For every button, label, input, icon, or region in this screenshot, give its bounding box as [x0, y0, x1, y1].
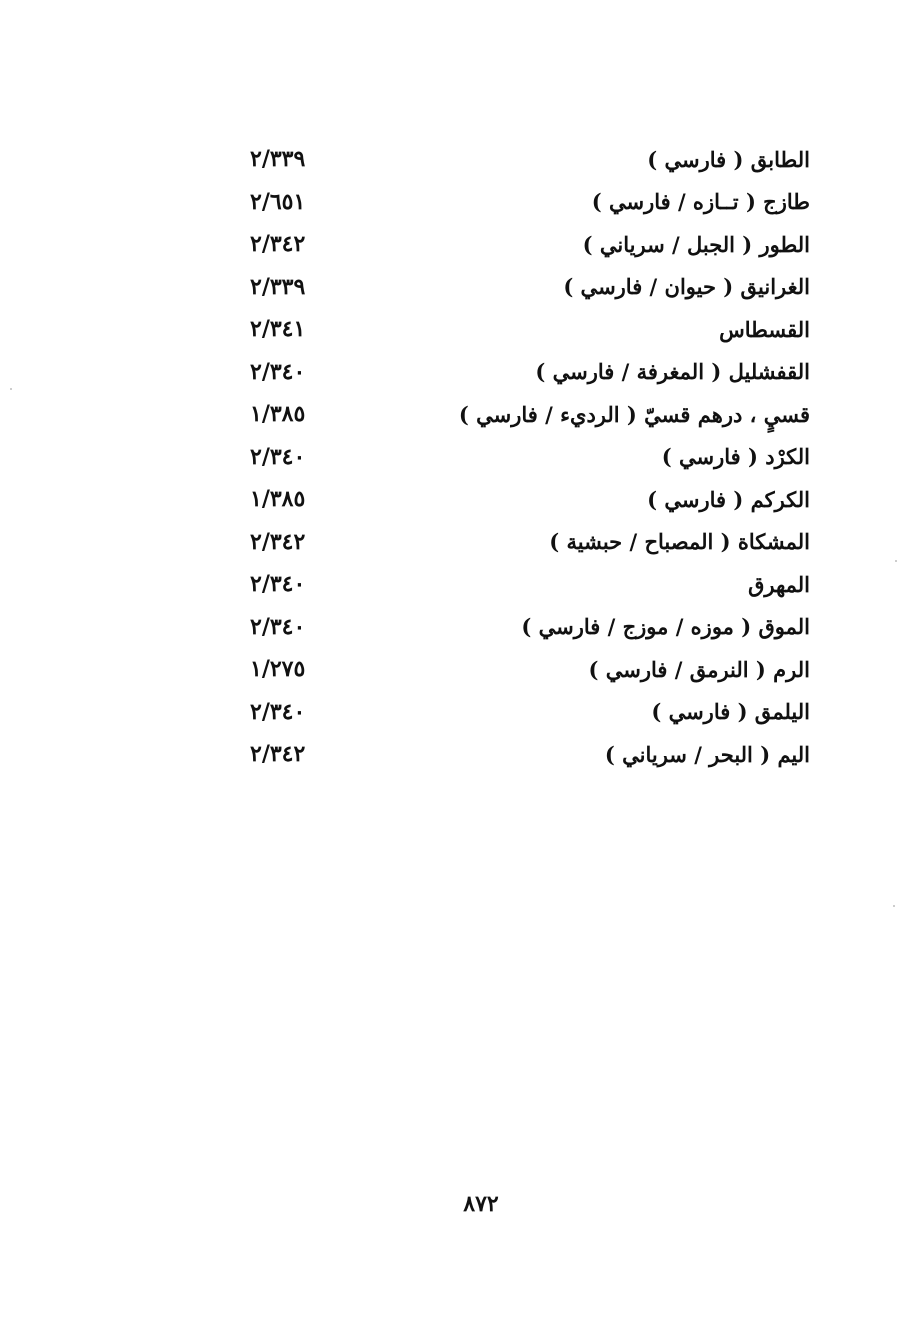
index-entry	[250, 521, 810, 564]
scan-speck	[10, 388, 12, 390]
entry-reference: ٢/٣٤٠	[250, 613, 306, 640]
loanword-index-list	[250, 138, 810, 776]
entry-reference: ٢/٣٤١	[250, 316, 306, 343]
entry-reference: ٢/٣٣٩	[250, 146, 306, 173]
index-entry	[250, 138, 810, 181]
index-entry	[250, 308, 810, 351]
index-entry	[250, 478, 810, 521]
entry-term: طازج ( تــازه / فارسي )	[591, 189, 810, 215]
entry-reference: ٢/٣٤٠	[250, 571, 306, 598]
entry-reference: ٢/٣٤٠	[250, 443, 306, 470]
index-entry	[250, 223, 810, 266]
index-entry	[250, 266, 810, 309]
index-entry	[250, 351, 810, 394]
entry-term: الكركم ( فارسي )	[647, 486, 810, 512]
entry-reference: ٢/٦٥١	[250, 188, 306, 215]
index-entry	[250, 733, 810, 776]
entry-term: اليم ( البحر / سرياني )	[604, 741, 810, 767]
index-entry	[250, 181, 810, 224]
entry-reference: ٢/٣٤٢	[250, 528, 306, 555]
entry-reference: ٢/٣٤٠	[250, 698, 306, 725]
entry-term: المشكاة ( المصباح / حبشية )	[549, 529, 810, 555]
entry-reference: ١/٣٨٥	[250, 401, 306, 428]
index-entry	[250, 563, 810, 606]
entry-reference: ٢/٣٣٩	[250, 273, 306, 300]
scan-speck	[895, 560, 897, 562]
scan-speck	[893, 905, 895, 907]
index-entry	[250, 648, 810, 691]
index-entry	[250, 393, 810, 436]
index-entry	[250, 436, 810, 479]
entry-reference: ١/٣٨٥	[250, 486, 306, 513]
entry-reference: ٢/٣٤٠	[250, 358, 306, 385]
entry-term: الغرانيق ( حيوان / فارسي )	[563, 274, 810, 300]
entry-reference: ٢/٣٤٢	[250, 231, 306, 258]
entry-term: القسطاس	[719, 316, 810, 342]
entry-term: الكرْد ( فارسي )	[661, 444, 810, 470]
entry-term: القفشليل ( المغرفة / فارسي )	[535, 359, 810, 385]
entry-reference: ٢/٣٤٢	[250, 741, 306, 768]
entry-reference: ١/٢٧٥	[250, 656, 306, 683]
index-entry	[250, 606, 810, 649]
entry-term: الطور ( الجبل / سرياني )	[582, 231, 810, 257]
entry-term: الرم ( النرمق / فارسي )	[588, 656, 810, 682]
page-number: ٨٧٢	[463, 1191, 499, 1217]
entry-term: اليلمق ( فارسي )	[651, 699, 810, 725]
entry-term: الطابق ( فارسي )	[647, 146, 810, 172]
entry-term: الموق ( موزه / موزج / فارسي )	[521, 614, 810, 640]
entry-term: المهرق	[748, 571, 810, 597]
entry-term: قسيٍ ، درهم قسيّ ( الرديء / فارسي )	[458, 401, 810, 427]
index-entry	[250, 691, 810, 734]
